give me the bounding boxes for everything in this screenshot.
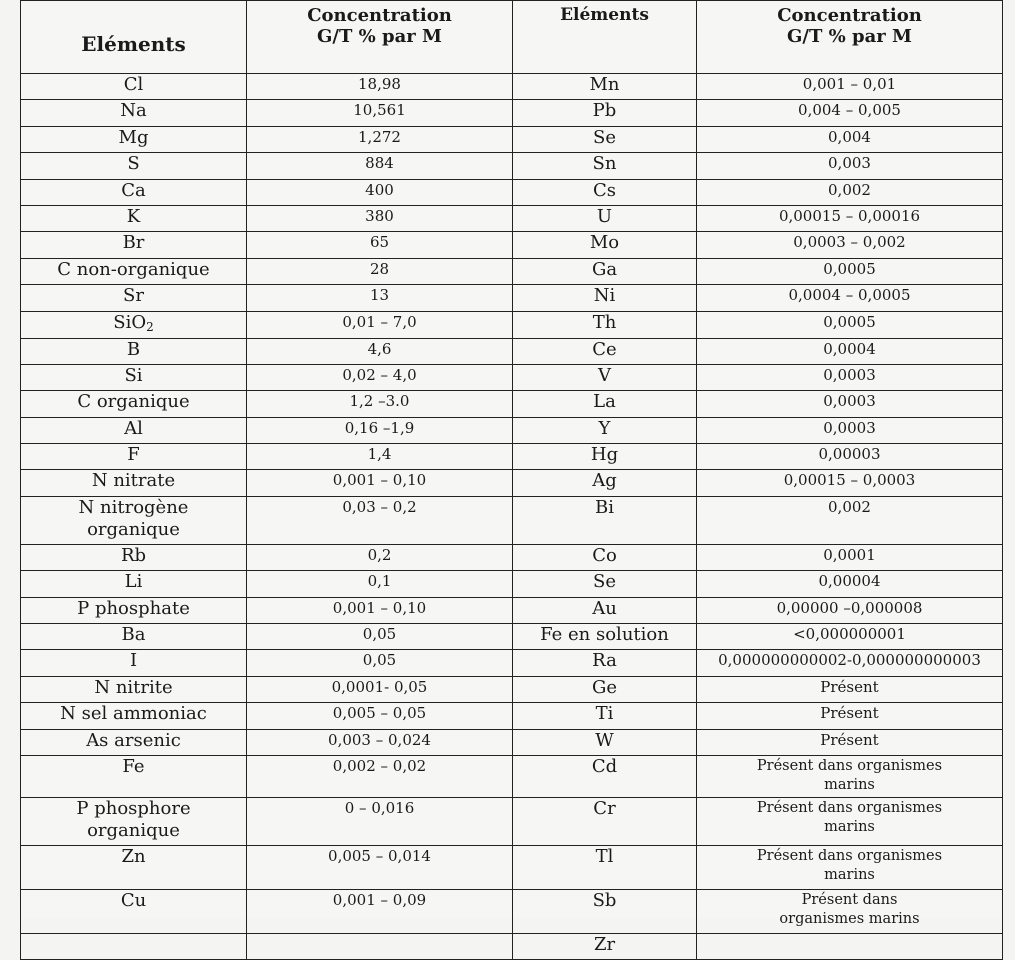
element-cell: Cu xyxy=(21,889,247,933)
table-row xyxy=(21,544,1003,570)
concentration-cell: 0,001 – 0,10 xyxy=(247,597,513,623)
element-cell: Ag xyxy=(513,470,697,496)
concentration-cell: 0,004 xyxy=(697,126,1003,152)
concentration-cell: 0,0004 xyxy=(697,338,1003,364)
header-concentration-left-line2: G/T % par M xyxy=(317,26,442,47)
element-cell: Ni xyxy=(513,285,697,311)
element-cell: C non-organique xyxy=(21,258,247,284)
element-cell: Na xyxy=(21,100,247,126)
header-concentration-right-line1: Concentration xyxy=(777,5,922,26)
concentration-cell: 0,002 xyxy=(697,496,1003,544)
header-concentration-left xyxy=(247,1,513,74)
concentration-cell: 0,001 – 0,01 xyxy=(697,74,1003,100)
element-cell: Br xyxy=(21,232,247,258)
table-row xyxy=(21,444,1003,470)
table-row xyxy=(21,755,1003,797)
element-cell: Sn xyxy=(513,153,697,179)
element-cell: Ce xyxy=(513,338,697,364)
concentration-cell: 0,0003 – 0,002 xyxy=(697,232,1003,258)
element-cell: Sb xyxy=(513,889,697,933)
element-cell: B xyxy=(21,338,247,364)
concentration-cell: 0,00004 xyxy=(697,571,1003,597)
table-row xyxy=(21,729,1003,755)
element-cell: Co xyxy=(513,544,697,570)
element-cell: Al xyxy=(21,417,247,443)
element-cell: Ra xyxy=(513,650,697,676)
element-formula-main: SiO xyxy=(113,311,147,333)
concentration-cell: 380 xyxy=(247,205,513,231)
table-row xyxy=(21,417,1003,443)
element-cell: Ga xyxy=(513,258,697,284)
concentration-cell: 0,001 – 0,09 xyxy=(247,889,513,933)
element-cell xyxy=(21,311,247,338)
concentration-cell: 0,002 – 0,02 xyxy=(247,755,513,797)
table-row xyxy=(21,179,1003,205)
concentration-cell: 0,03 – 0,2 xyxy=(247,496,513,544)
table-row xyxy=(21,126,1003,152)
table-row xyxy=(21,496,1003,544)
table-row xyxy=(21,258,1003,284)
table-row xyxy=(21,624,1003,650)
concentration-cell: 0 – 0,016 xyxy=(247,797,513,845)
concentration-cell: 0,0003 xyxy=(697,391,1003,417)
concentration-line: marins xyxy=(824,818,875,835)
concentration-cell: Présent xyxy=(697,729,1003,755)
concentration-cell: 0,05 xyxy=(247,650,513,676)
element-cell: U xyxy=(513,205,697,231)
concentration-line: marins xyxy=(824,776,875,793)
table-row xyxy=(21,845,1003,889)
concentration-cell: 0,1 xyxy=(247,571,513,597)
concentration-line: Présent dans organismes xyxy=(756,847,943,864)
element-cell: Sr xyxy=(21,285,247,311)
element-cell: Ti xyxy=(513,703,697,729)
seawater-elements-table xyxy=(20,0,1003,960)
concentration-cell: 0,002 xyxy=(697,179,1003,205)
element-cell: Cs xyxy=(513,179,697,205)
element-cell: Mn xyxy=(513,74,697,100)
element-cell: Si xyxy=(21,364,247,390)
concentration-cell: 0,0004 – 0,0005 xyxy=(697,285,1003,311)
concentration-cell: Présent xyxy=(697,676,1003,702)
table-row xyxy=(21,889,1003,933)
element-cell: Zn xyxy=(21,845,247,889)
table-row xyxy=(21,205,1003,231)
concentration-cell: 0,00000 –0,000008 xyxy=(697,597,1003,623)
concentration-cell: 0,00015 – 0,0003 xyxy=(697,470,1003,496)
header-concentration-left-line1: Concentration xyxy=(307,5,452,26)
concentration-cell: 1,2 –3.0 xyxy=(247,391,513,417)
concentration-cell: 0,01 – 7,0 xyxy=(247,311,513,338)
element-cell: Th xyxy=(513,311,697,338)
table-row xyxy=(21,74,1003,100)
concentration-cell: 4,6 xyxy=(247,338,513,364)
table-row xyxy=(21,571,1003,597)
element-cell: Fe en solution xyxy=(513,624,697,650)
element-cell: N nitrate xyxy=(21,470,247,496)
concentration-line: Présent dans organismes xyxy=(756,799,943,816)
element-cell: S xyxy=(21,153,247,179)
concentration-cell: 1,272 xyxy=(247,126,513,152)
table-row xyxy=(21,933,1003,959)
concentration-line: marins xyxy=(824,866,875,883)
concentration-cell: 28 xyxy=(247,258,513,284)
concentration-cell: 0,16 –1,9 xyxy=(247,417,513,443)
concentration-cell: 0,00015 – 0,00016 xyxy=(697,205,1003,231)
header-row xyxy=(21,1,1003,74)
element-cell: Ge xyxy=(513,676,697,702)
element-cell: Pb xyxy=(513,100,697,126)
concentration-cell xyxy=(247,933,513,959)
concentration-cell: 0,0003 xyxy=(697,364,1003,390)
concentration-cell xyxy=(697,755,1003,797)
concentration-cell xyxy=(697,933,1003,959)
element-formula-subscript: 2 xyxy=(146,319,154,334)
concentration-cell: 0,0001 xyxy=(697,544,1003,570)
element-cell: W xyxy=(513,729,697,755)
concentration-cell: 0,0003 xyxy=(697,417,1003,443)
concentration-cell: Présent xyxy=(697,703,1003,729)
element-line: N nitrogène xyxy=(78,496,189,518)
element-cell: Ca xyxy=(21,179,247,205)
concentration-cell: 0,0005 xyxy=(697,311,1003,338)
concentration-cell: 0,02 – 4,0 xyxy=(247,364,513,390)
concentration-cell: 0,005 – 0,05 xyxy=(247,703,513,729)
element-cell: La xyxy=(513,391,697,417)
element-cell: P phosphate xyxy=(21,597,247,623)
table-row xyxy=(21,338,1003,364)
table-row xyxy=(21,797,1003,845)
element-cell: Y xyxy=(513,417,697,443)
element-cell: Zr xyxy=(513,933,697,959)
element-cell: C organique xyxy=(21,391,247,417)
element-cell: Fe xyxy=(21,755,247,797)
element-cell: N sel ammoniac xyxy=(21,703,247,729)
table-row xyxy=(21,232,1003,258)
document-page xyxy=(20,0,1004,955)
concentration-cell: 0,05 xyxy=(247,624,513,650)
concentration-cell: 0,000000000002-0,000000000003 xyxy=(697,650,1003,676)
element-cell xyxy=(21,496,247,544)
header-concentration-right-line2: G/T % par M xyxy=(787,26,912,47)
element-cell: Bi xyxy=(513,496,697,544)
table-row xyxy=(21,364,1003,390)
table-row xyxy=(21,676,1003,702)
concentration-cell: 0,003 – 0,024 xyxy=(247,729,513,755)
header-elements-right: Eléments xyxy=(513,1,697,74)
concentration-cell xyxy=(697,797,1003,845)
element-cell: Rb xyxy=(21,544,247,570)
concentration-cell: 18,98 xyxy=(247,74,513,100)
concentration-cell xyxy=(697,889,1003,933)
concentration-line: Présent dans xyxy=(801,891,898,908)
concentration-cell: 0,0005 xyxy=(697,258,1003,284)
concentration-cell: <0,000000001 xyxy=(697,624,1003,650)
element-line: P phosphore xyxy=(76,797,191,819)
concentration-cell: 1,4 xyxy=(247,444,513,470)
concentration-cell: 884 xyxy=(247,153,513,179)
element-cell: N nitrite xyxy=(21,676,247,702)
table-row xyxy=(21,470,1003,496)
element-line: organique xyxy=(87,518,180,540)
element-line: organique xyxy=(87,819,180,841)
element-cell: Hg xyxy=(513,444,697,470)
table-row xyxy=(21,650,1003,676)
element-cell: K xyxy=(21,205,247,231)
concentration-cell: 13 xyxy=(247,285,513,311)
concentration-line: Présent dans organismes xyxy=(756,757,943,774)
concentration-line: organismes marins xyxy=(779,910,920,927)
element-cell: As arsenic xyxy=(21,729,247,755)
table-row xyxy=(21,100,1003,126)
element-cell: Mo xyxy=(513,232,697,258)
element-cell: Cd xyxy=(513,755,697,797)
element-cell: V xyxy=(513,364,697,390)
concentration-cell xyxy=(697,845,1003,889)
table-row xyxy=(21,285,1003,311)
element-cell: Au xyxy=(513,597,697,623)
table-row xyxy=(21,153,1003,179)
concentration-cell: 0,00003 xyxy=(697,444,1003,470)
element-cell: Cr xyxy=(513,797,697,845)
element-cell: Tl xyxy=(513,845,697,889)
concentration-cell: 0,005 – 0,014 xyxy=(247,845,513,889)
element-cell: Li xyxy=(21,571,247,597)
element-cell: Se xyxy=(513,126,697,152)
element-cell: Mg xyxy=(21,126,247,152)
concentration-cell: 0,2 xyxy=(247,544,513,570)
header-elements-left: Eléments xyxy=(21,1,247,74)
concentration-cell: 0,0001- 0,05 xyxy=(247,676,513,702)
concentration-cell: 0,003 xyxy=(697,153,1003,179)
element-cell: F xyxy=(21,444,247,470)
concentration-cell: 65 xyxy=(247,232,513,258)
element-cell: Cl xyxy=(21,74,247,100)
header-concentration-right xyxy=(697,1,1003,74)
element-cell: I xyxy=(21,650,247,676)
element-cell: Ba xyxy=(21,624,247,650)
element-cell xyxy=(21,933,247,959)
concentration-cell: 400 xyxy=(247,179,513,205)
element-cell xyxy=(21,797,247,845)
concentration-cell: 0,004 – 0,005 xyxy=(697,100,1003,126)
concentration-cell: 10,561 xyxy=(247,100,513,126)
table-row xyxy=(21,311,1003,338)
table-row xyxy=(21,703,1003,729)
table-row xyxy=(21,391,1003,417)
table-row xyxy=(21,597,1003,623)
concentration-cell: 0,001 – 0,10 xyxy=(247,470,513,496)
element-cell: Se xyxy=(513,571,697,597)
